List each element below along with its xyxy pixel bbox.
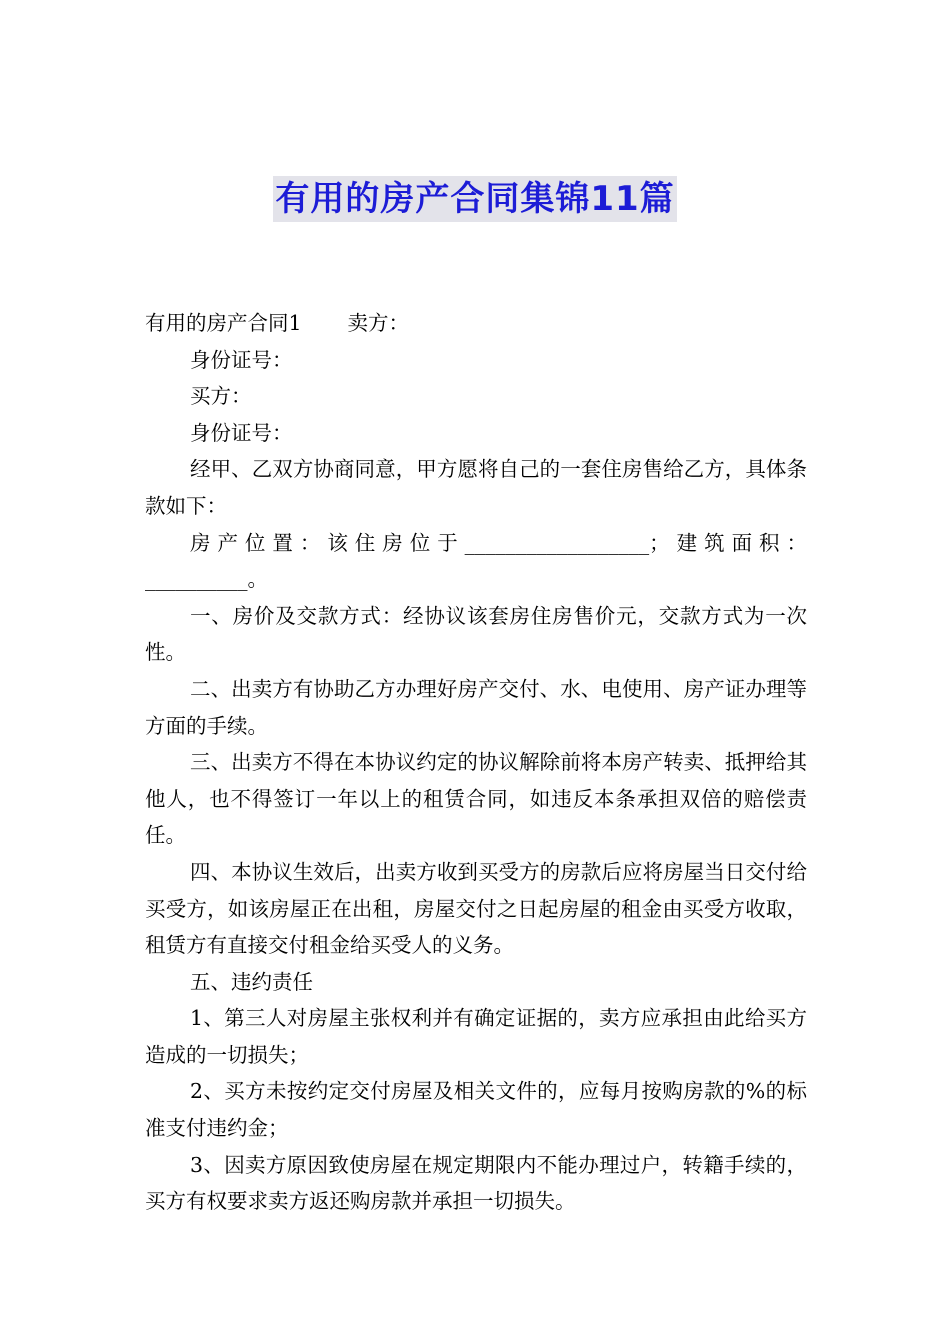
clause-paragraph: 三、出卖方不得在本协议约定的协议解除前将本房产转卖、抵押给其他人，也不得签订一年以上的租赁合同，如违反本条承担双倍的赔偿责任。: [145, 750, 807, 848]
location-prefix: 房产位置：该住房位于: [190, 530, 465, 555]
area-label: ；建筑面积：: [649, 530, 808, 555]
location-end: 。: [247, 567, 268, 592]
location-blank: __________________: [464, 530, 650, 555]
seller-label: 卖方：: [347, 311, 410, 335]
clause-paragraph: 1、第三人对房屋主张权利并有确定证据的，卖方应承担由此给买方造成的一切损失；: [145, 1006, 807, 1067]
title-container: [0, 176, 950, 222]
document-body: [145, 305, 807, 1220]
clause-paragraph: 五、违约责任: [190, 969, 313, 994]
clause-paragraph: 四、本协议生效后，出卖方收到买受方的房款后应将房屋当日交付给买受方，如该房屋正在出租，房屋交付之日起房屋的租金由买受方收取，租赁方有直接交付租金给买受人的义务。: [145, 859, 807, 958]
area-blank: __________: [145, 567, 248, 592]
clause-paragraph: 2、买方未按约定交付房屋及相关文件的，应每月按购房款的%的标准支付违约金；: [145, 1079, 807, 1141]
clause-paragraph: 一、房价及交款方式：经协议该套房住房售价元，交款方式为一次性。: [145, 603, 807, 665]
heading-line: [145, 305, 807, 342]
clause-paragraph: 3、因卖方原因致使房屋在规定期限内不能办理过户，转籍手续的，买方有权要求卖方返还购房款并承担一切损失。: [145, 1152, 807, 1214]
location-paragraph: [145, 525, 807, 598]
intro-paragraph: 经甲、乙双方协商同意，甲方愿将自己的一套住房售给乙方，具体条款如下：: [145, 457, 807, 518]
document-title: 有用的房产合同集锦11篇: [273, 176, 676, 222]
contract-heading: 有用的房产合同1: [145, 311, 302, 335]
buyer-line: 买方：: [190, 384, 252, 409]
buyer-id-line: 身份证号：: [190, 420, 293, 445]
seller-id-line: 身份证号：: [190, 347, 293, 372]
clause-paragraph: 二、出卖方有协助乙方办理好房产交付、水、电使用、房产证办理等方面的手续。: [145, 676, 807, 738]
